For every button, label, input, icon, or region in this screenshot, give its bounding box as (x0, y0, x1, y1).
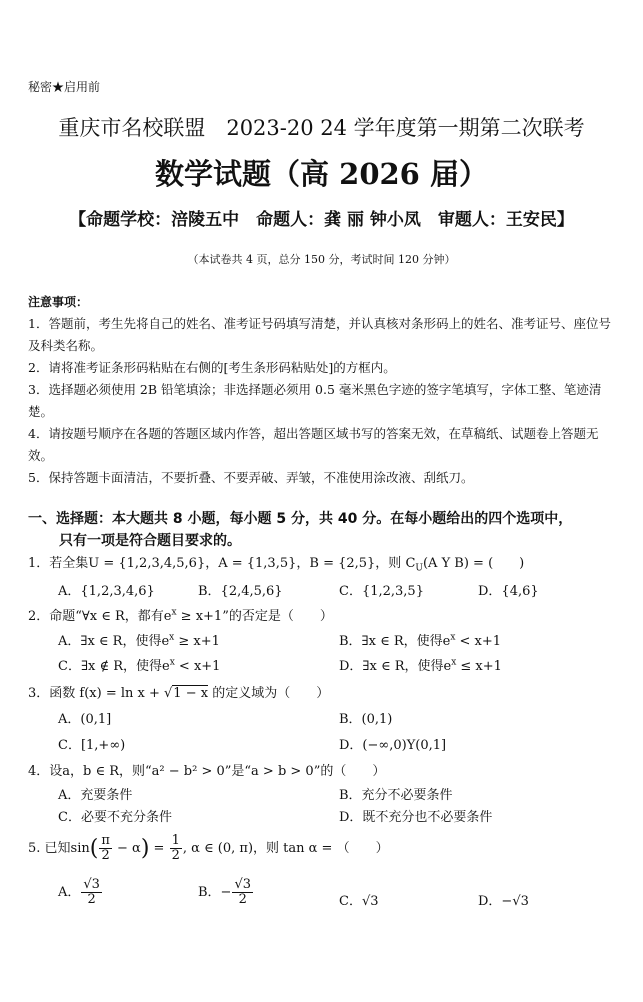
question-5-option-c[interactable]: C．√3 (339, 894, 379, 909)
question-2-stem: 2．命题“∀x ∈ R，都有$e^x \ge x+1$”的否定是（ ） (28, 607, 333, 624)
question-5-option-d[interactable]: D．−√3 (478, 894, 529, 909)
question-4-stem: 4．设a，b ∈ R，则“a² − b² > 0”是“a > b > 0”的（ ） (28, 764, 386, 779)
notice-title: 注意事项： (28, 295, 89, 309)
fraction: $\frac{\pi}{2}$ (101, 833, 110, 863)
question-5-option-b[interactable]: B．− $\frac{√3}{2}$ (198, 877, 252, 907)
section-title-line: 一、选择题：本大题共 8 小题，每小题 5 分，共 40 分。在每小题给出的四个选项中， (28, 511, 573, 527)
question-5-option-a[interactable]: A． $\frac{√3}{2}$ (58, 877, 100, 907)
paren-left-icon: ( (89, 836, 99, 861)
notice-item: 5．保持答题卡面清洁，不要折叠、不要弄破、弄皱，不准使用涂改液、刮纸刀。 (28, 470, 474, 485)
section-title (28, 508, 618, 552)
section-title-line: 只有一项是符合题目要求的。 (59, 533, 241, 549)
fraction: $\frac{1}{2}$ (171, 833, 180, 863)
question-4-option-c[interactable]: C．必要不充分条件 (58, 810, 172, 825)
question-1-option-d[interactable]: D．{4,6} (478, 584, 539, 599)
question-2-option-d[interactable]: D．∃x ∈ R，使得$e^x \le x+1$ (339, 657, 502, 674)
question-4-option-d[interactable]: D．既不充分也不必要条件 (339, 810, 493, 825)
question-3-option-d[interactable]: D．(−∞,0)Y(0,1] (339, 738, 447, 753)
question-2-option-a[interactable]: A．∃x ∈ R，使得$e^x \ge x+1$ (58, 632, 220, 649)
question-1-stem: 1．若全集U = {1,2,3,4,5,6}，A = {1,3,5}，B = {2,5}，则 $C_U(A$ Y B) = ( ) (28, 556, 525, 574)
sqrt-icon: √ (164, 686, 173, 701)
confidential-mark: 秘密★启用前 (28, 80, 101, 94)
notice-item: 1．答题前，考生先将自己的姓名、准考证号码填写清楚，并认真核对条形码上的姓名、准考证号、座位号及科类名称。 (28, 316, 611, 353)
paren-right-icon: ) (140, 836, 150, 861)
fraction: $\frac{√3}{2}$ (83, 877, 100, 907)
notice-item: 2．请将准考证条形码粘贴在右侧的[考生条形码粘贴处]的方框内。 (28, 360, 396, 375)
notice-item: 4．请按题号顺序在各题的答题区域内作答，超出答题区域书写的答案无效，在草稿纸、试题卷上答题无效。 (28, 426, 599, 463)
notice-list (28, 313, 618, 489)
question-3-option-b[interactable]: B．(0,1) (339, 712, 393, 727)
question-4-option-a[interactable]: A．充要条件 (58, 788, 133, 803)
question-4-option-b[interactable]: B．充分不必要条件 (339, 788, 453, 803)
question-3-stem: 3．函数 f(x) = ln x + √1 − x 的定义域为（ ） (28, 686, 330, 701)
question-1-option-b[interactable]: B．{2,4,5,6} (198, 584, 283, 599)
exam-heading: 重庆市名校联盟 2023-20 24 学年度第一期第二次联考 (58, 116, 585, 140)
question-2-option-b[interactable]: B．∃x ∈ R，使得$e^x < x+1$ (339, 632, 502, 649)
fraction: $\frac{√3}{2}$ (234, 877, 252, 907)
exam-credits: 【命题学校：涪陵五中 命题人：龚 丽 钟小凤 审题人：王安民】 (69, 210, 574, 230)
notice-item: 3．选择题必须使用 2B 铅笔填涂；非选择题必须用 0.5 毫米黑色字迹的签字笔填写，字体工整、笔迹清楚。 (28, 382, 602, 419)
question-3-option-c[interactable]: C．[1,+∞) (58, 738, 126, 753)
question-5-stem: 5. 已知sin( $\frac{\pi}{2}$ − α) = $\frac{1}{2}$ , α ∈ (0, π)，则 tan α = （ ） (28, 833, 389, 863)
exam-title: 数学试题（高 2026 届） (155, 157, 488, 191)
question-1-option-a[interactable]: A．{1,2,3,4,6} (58, 584, 155, 599)
question-1-option-c[interactable]: C．{1,2,3,5} (339, 584, 424, 599)
exam-info: （本试卷共 4 页，总分 150 分，考试时间 120 分钟） (187, 253, 456, 266)
question-2-option-c[interactable]: C．∃x ∉ R，使得$e^x < x+1$ (58, 657, 221, 674)
question-3-option-a[interactable]: A．(0,1] (58, 712, 112, 727)
